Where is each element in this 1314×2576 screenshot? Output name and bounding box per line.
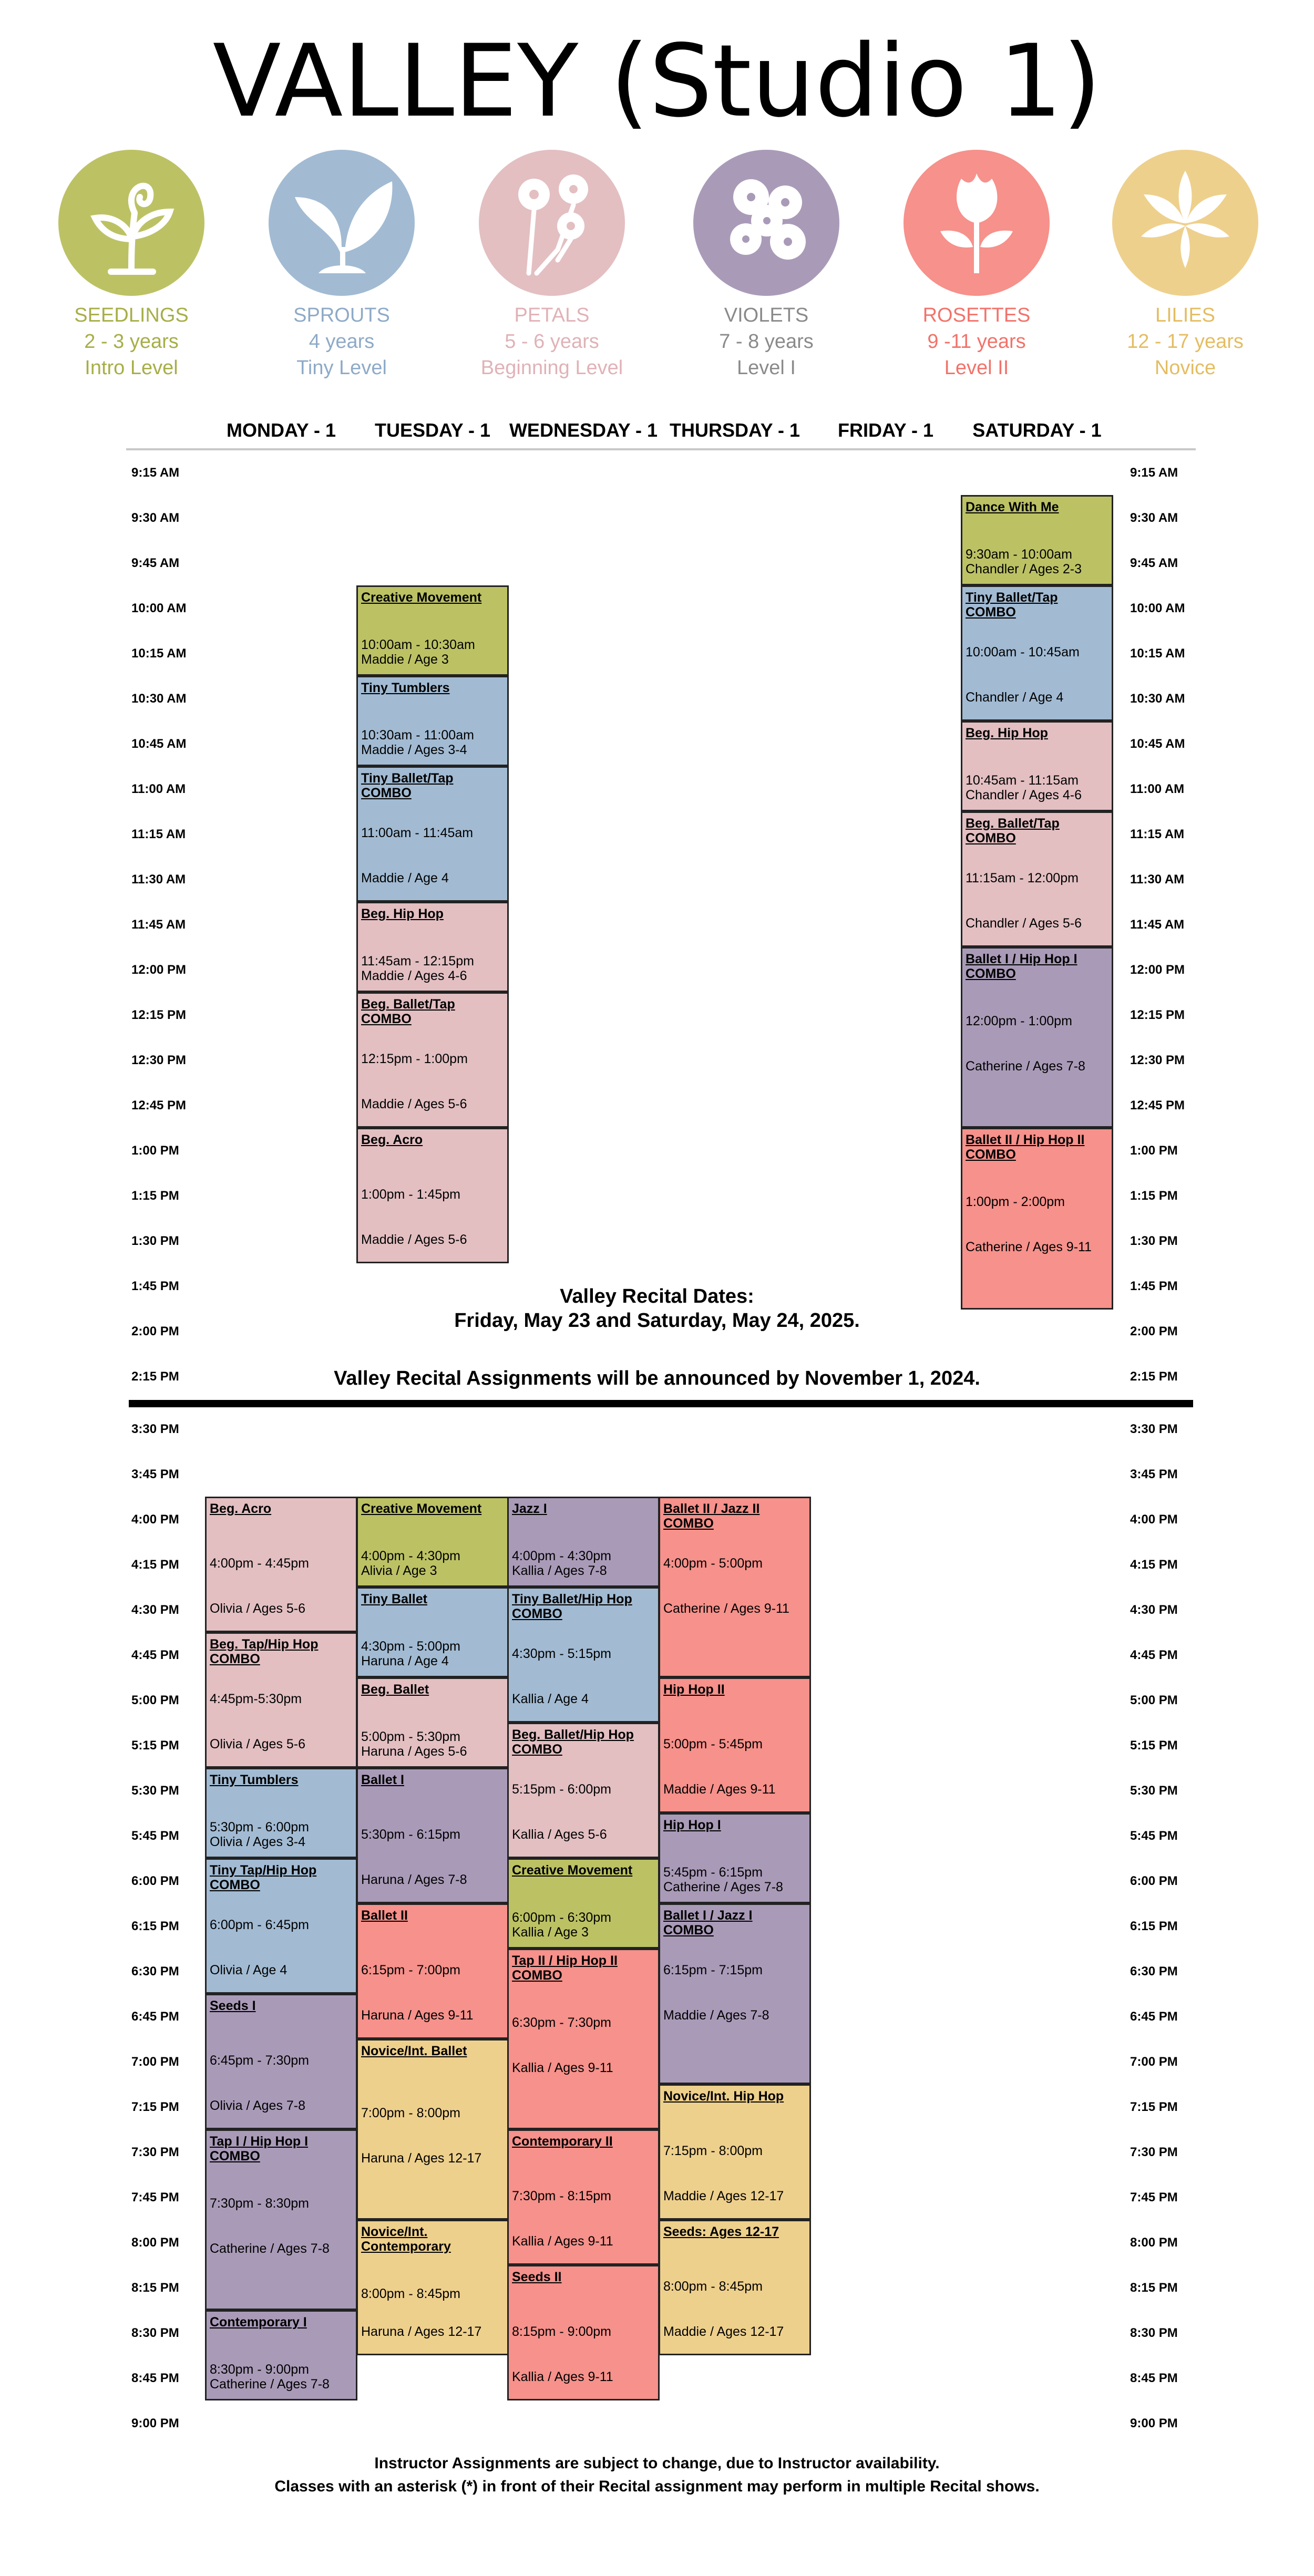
level-seedlings: [53, 150, 210, 381]
time-label: 1:00 PM: [131, 1143, 179, 1158]
day-header-wednesday: WEDNESDAY - 1: [509, 419, 658, 441]
class-instructor: Kallia / Age 4: [512, 1692, 589, 1706]
level-label: Novice: [1154, 357, 1216, 379]
class-block[interactable]: [356, 676, 509, 766]
class-block[interactable]: [507, 2265, 660, 2400]
class-instructor: Kallia / Ages 9-11: [512, 2369, 613, 2384]
time-label: 6:15 PM: [131, 1919, 179, 1933]
class-block[interactable]: [961, 495, 1113, 585]
class-block[interactable]: [961, 811, 1113, 947]
class-instructor: Maddie / Ages 12-17: [663, 2324, 784, 2339]
time-label: 1:15 PM: [131, 1189, 179, 1203]
time-label: 11:15 AM: [131, 827, 186, 841]
level-ages: 5 - 6 years: [505, 331, 599, 353]
class-instructor: Chandler / Ages 4-6: [966, 788, 1082, 802]
class-time: 4:00pm - 4:30pm: [361, 1549, 460, 1563]
class-name: Beg. Hip Hop: [966, 726, 1048, 740]
class-block[interactable]: [659, 1497, 811, 1677]
class-name: Tiny Tumblers: [361, 681, 450, 695]
time-label: 7:30 PM: [1130, 2145, 1178, 2159]
time-label: 6:00 PM: [1130, 1874, 1178, 1888]
level-label: Intro Level: [85, 357, 178, 379]
time-label: 5:45 PM: [131, 1829, 179, 1843]
class-name: Novice/Int. Hip Hop: [663, 2089, 784, 2104]
class-name: Tap I / Hip Hop I COMBO: [210, 2134, 309, 2163]
class-name: Ballet II / Jazz II COMBO: [663, 1501, 760, 1531]
level-ages: 7 - 8 years: [719, 331, 814, 353]
day-header-monday: MONDAY - 1: [226, 419, 336, 441]
time-label: 3:30 PM: [1130, 1422, 1178, 1436]
time-label: 5:30 PM: [1130, 1784, 1178, 1798]
time-label: 4:00 PM: [131, 1512, 179, 1527]
class-block[interactable]: [356, 902, 509, 992]
class-block[interactable]: [205, 1858, 357, 1994]
class-block[interactable]: [507, 1497, 660, 1587]
time-label: 1:30 PM: [131, 1234, 179, 1248]
level-label: Level II: [944, 357, 1009, 379]
class-name: Seeds I: [210, 1998, 256, 2013]
class-time: 4:00pm - 4:45pm: [210, 1556, 309, 1571]
class-instructor: Olivia / Ages 5-6: [210, 1601, 306, 1616]
level-name: SPROUTS: [293, 304, 390, 326]
class-name: Beg. Ballet/Tap COMBO: [361, 997, 455, 1026]
class-name: Novice/Int. Ballet: [361, 2044, 467, 2058]
class-block[interactable]: [961, 1128, 1113, 1310]
time-label: 8:00 PM: [131, 2235, 179, 2250]
time-label: 9:15 AM: [131, 466, 180, 480]
time-label: 1:45 PM: [131, 1279, 179, 1293]
time-label: 2:00 PM: [131, 1324, 179, 1338]
header-divider: [126, 448, 1196, 450]
time-label: 9:30 AM: [1130, 511, 1178, 525]
time-label: 6:45 PM: [131, 2010, 179, 2024]
time-label: 2:00 PM: [1130, 1324, 1178, 1338]
class-block[interactable]: [205, 1497, 357, 1632]
time-label: 11:15 AM: [1130, 827, 1185, 841]
class-instructor: Haruna / Ages 12-17: [361, 2151, 482, 2166]
time-label: 7:00 PM: [131, 2055, 179, 2069]
class-instructor: Catherine / Ages 7-8: [663, 1880, 783, 1894]
class-time: 6:00pm - 6:30pm: [512, 1910, 611, 1925]
class-instructor: Catherine / Ages 7-8: [210, 2241, 330, 2256]
level-label: Level I: [737, 357, 796, 379]
class-block[interactable]: [659, 2220, 811, 2355]
level-lilies: [1106, 150, 1264, 381]
class-instructor: Maddie / Ages 5-6: [361, 1232, 467, 1247]
level-name: SEEDLINGS: [74, 304, 189, 326]
level-ages: 12 - 17 years: [1127, 331, 1244, 353]
class-time: 11:00am - 11:45am: [361, 826, 474, 840]
class-time: 11:45am - 12:15pm: [361, 954, 474, 968]
class-block[interactable]: [507, 2129, 660, 2265]
level-violets: [687, 150, 845, 381]
class-instructor: Olivia / Ages 3-4: [210, 1835, 306, 1849]
level-name: LILIES: [1155, 304, 1216, 326]
time-label: 9:45 AM: [131, 556, 180, 570]
class-block[interactable]: [659, 1677, 811, 1813]
time-label: 9:00 PM: [1130, 2416, 1178, 2430]
class-name: Seeds II: [512, 2270, 562, 2284]
class-time: 4:30pm - 5:00pm: [361, 1639, 460, 1654]
class-time: 5:00pm - 5:30pm: [361, 1729, 460, 1744]
level-ages: 4 years: [309, 331, 375, 353]
time-label: 12:30 PM: [131, 1053, 187, 1067]
class-instructor: Maddie / Ages 12-17: [663, 2189, 784, 2203]
time-label: 1:30 PM: [1130, 1234, 1178, 1248]
class-time: 5:30pm - 6:15pm: [361, 1827, 460, 1842]
level-label: Beginning Level: [480, 357, 623, 379]
class-block[interactable]: [961, 947, 1113, 1128]
time-label: 4:15 PM: [131, 1558, 179, 1572]
class-time: 6:45pm - 7:30pm: [210, 2053, 309, 2068]
class-name: Tiny Ballet/Tap COMBO: [966, 590, 1058, 620]
class-instructor: Alivia / Age 3: [361, 1563, 437, 1578]
time-label: 9:15 AM: [1130, 466, 1178, 480]
class-block[interactable]: [205, 2129, 357, 2310]
time-label: 8:00 PM: [1130, 2235, 1178, 2250]
time-label: 11:45 AM: [1130, 918, 1185, 932]
time-label: 6:30 PM: [1130, 1964, 1178, 1979]
class-name: Beg. Ballet/Tap COMBO: [966, 816, 1060, 846]
class-instructor: Catherine / Ages 7-8: [966, 1059, 1085, 1074]
time-label: 6:45 PM: [1130, 2010, 1178, 2024]
class-time: 10:00am - 10:30am: [361, 637, 475, 652]
class-instructor: Haruna / Ages 12-17: [361, 2324, 482, 2339]
time-label: 7:45 PM: [1130, 2190, 1178, 2204]
class-time: 6:00pm - 6:45pm: [210, 1918, 309, 1932]
class-instructor: Catherine / Ages 9-11: [663, 1601, 789, 1616]
time-label: 12:30 PM: [1130, 1053, 1185, 1067]
class-instructor: Maddie / Ages 9-11: [663, 1782, 776, 1797]
day-header-tuesday: TUESDAY - 1: [374, 419, 491, 441]
leaves-icon: [269, 150, 415, 296]
class-block[interactable]: [356, 585, 509, 676]
class-block[interactable]: [205, 1768, 357, 1858]
class-name: Beg. Ballet/Hip Hop COMBO: [512, 1727, 634, 1757]
time-label: 2:15 PM: [131, 1369, 179, 1384]
class-block[interactable]: [507, 1858, 660, 1949]
class-name: Contemporary II: [512, 2134, 613, 2149]
time-label: 10:00 AM: [1130, 601, 1185, 615]
class-block[interactable]: [659, 1903, 811, 2084]
class-name: Beg. Acro: [210, 1501, 272, 1516]
class-instructor: Maddie / Age 4: [361, 871, 449, 885]
class-instructor: Haruna / Ages 9-11: [361, 2008, 474, 2023]
class-name: Ballet I / Jazz I COMBO: [663, 1908, 753, 1938]
time-label: 8:45 PM: [1130, 2371, 1178, 2385]
time-label: 5:45 PM: [1130, 1829, 1178, 1843]
time-label: 6:15 PM: [1130, 1919, 1178, 1933]
recital-assignments-note: Valley Recital Assignments will be announced by November 1, 2024.: [334, 1367, 980, 1389]
time-label: 6:00 PM: [131, 1874, 179, 1888]
class-block[interactable]: [507, 1723, 660, 1858]
class-block[interactable]: [356, 2039, 509, 2220]
class-block[interactable]: [356, 2220, 509, 2355]
page-title: VALLEY (Studio 1): [212, 23, 1102, 139]
class-time: 5:00pm - 5:45pm: [663, 1737, 763, 1751]
class-name: Ballet I: [361, 1773, 404, 1787]
time-label: 7:00 PM: [1130, 2055, 1178, 2069]
class-time: 7:15pm - 8:00pm: [663, 2144, 763, 2158]
class-instructor: Maddie / Ages 4-6: [361, 968, 467, 983]
class-time: 9:30am - 10:00am: [966, 547, 1072, 562]
class-time: 11:15am - 12:00pm: [966, 871, 1079, 885]
class-time: 6:15pm - 7:00pm: [361, 1963, 460, 1977]
class-name: Creative Movement: [361, 1501, 482, 1516]
class-block[interactable]: [356, 1587, 509, 1677]
class-name: Tiny Ballet/Tap COMBO: [361, 771, 454, 800]
class-time: 10:00am - 10:45am: [966, 645, 1080, 660]
class-instructor: Maddie / Age 3: [361, 652, 449, 667]
time-label: 10:45 AM: [131, 737, 187, 751]
class-time: 4:00pm - 5:00pm: [663, 1556, 763, 1571]
class-name: Ballet I / Hip Hop I COMBO: [966, 952, 1077, 981]
time-label: 12:15 PM: [1130, 1008, 1185, 1022]
time-label: 9:00 PM: [131, 2416, 179, 2430]
class-time: 4:45pm-5:30pm: [210, 1692, 302, 1706]
class-name: Dance With Me: [966, 500, 1059, 514]
time-label: 8:30 PM: [131, 2326, 179, 2340]
time-label: 12:15 PM: [131, 1008, 187, 1022]
time-label: 5:15 PM: [131, 1738, 179, 1753]
class-block[interactable]: [356, 766, 509, 902]
violets-icon: [693, 150, 839, 296]
footer-note-asterisk: Classes with an asterisk (*) in front of their Recital assignment may perform in multiple Recital shows.: [274, 2478, 1040, 2495]
time-label: 4:45 PM: [1130, 1648, 1178, 1662]
class-name: Creative Movement: [361, 590, 482, 605]
lily-icon: [1112, 150, 1258, 296]
class-name: Tap II / Hip Hop II COMBO: [512, 1953, 618, 1983]
class-time: 8:00pm - 8:45pm: [361, 2286, 460, 2301]
class-name: Tiny Ballet/Hip Hop COMBO: [512, 1592, 632, 1621]
time-label: 11:30 AM: [131, 872, 186, 887]
class-block[interactable]: [659, 1813, 811, 1903]
class-time: 8:00pm - 8:45pm: [663, 2279, 763, 2294]
class-name: Tiny Ballet: [361, 1592, 427, 1606]
class-block[interactable]: [507, 1587, 660, 1723]
class-block[interactable]: [659, 2084, 811, 2220]
class-time: 10:45am - 11:15am: [966, 773, 1079, 788]
time-label: 1:00 PM: [1130, 1143, 1178, 1158]
class-instructor: Kallia / Ages 9-11: [512, 2060, 613, 2075]
level-name: ROSETTES: [922, 304, 1031, 326]
time-label: 7:30 PM: [131, 2145, 179, 2159]
class-instructor: Catherine / Ages 9-11: [966, 1240, 1092, 1254]
class-name: Beg. Tap/Hip Hop COMBO: [210, 1637, 319, 1666]
class-instructor: Olivia / Ages 7-8: [210, 2098, 306, 2113]
time-label: 11:45 AM: [131, 918, 186, 932]
day-header-thursday: THURSDAY - 1: [669, 419, 800, 441]
level-name: VIOLETS: [724, 304, 809, 326]
class-block[interactable]: [356, 1497, 509, 1587]
time-label: 9:45 AM: [1130, 556, 1178, 570]
class-instructor: Haruna / Age 4: [361, 1654, 449, 1668]
time-label: 4:45 PM: [131, 1648, 179, 1662]
class-time: 7:30pm - 8:15pm: [512, 2189, 611, 2203]
class-name: Beg. Hip Hop: [361, 906, 444, 921]
class-instructor: Maddie / Ages 3-4: [361, 743, 467, 757]
time-label: 4:30 PM: [131, 1603, 179, 1617]
level-sprouts: [263, 150, 420, 381]
class-time: 1:00pm - 1:45pm: [361, 1187, 460, 1202]
recital-dates: Friday, May 23 and Saturday, May 24, 2025.: [454, 1310, 860, 1332]
class-instructor: Maddie / Ages 5-6: [361, 1097, 467, 1111]
day-header-saturday: SATURDAY - 1: [972, 419, 1102, 441]
class-name: Ballet II / Hip Hop II COMBO: [966, 1132, 1085, 1162]
time-label: 9:30 AM: [131, 511, 180, 525]
time-label: 10:00 AM: [131, 601, 187, 615]
time-label: 3:30 PM: [131, 1422, 179, 1436]
time-label: 7:45 PM: [131, 2190, 179, 2204]
class-block[interactable]: [356, 1677, 509, 1768]
time-label: 10:15 AM: [1130, 646, 1185, 661]
time-label: 8:15 PM: [1130, 2281, 1178, 2295]
class-time: 12:15pm - 1:00pm: [361, 1052, 468, 1066]
time-label: 5:30 PM: [131, 1784, 179, 1798]
time-label: 2:15 PM: [1130, 1369, 1178, 1384]
time-label: 12:00 PM: [1130, 963, 1185, 977]
level-rosettes: [898, 150, 1055, 381]
class-name: Ballet II: [361, 1908, 408, 1923]
class-name: Seeds: Ages 12-17: [663, 2224, 779, 2239]
time-label: 3:45 PM: [1130, 1467, 1178, 1481]
class-time: 4:00pm - 4:30pm: [512, 1549, 611, 1563]
class-time: 10:30am - 11:00am: [361, 728, 474, 743]
time-label: 5:00 PM: [1130, 1693, 1178, 1707]
time-label: 1:45 PM: [1130, 1279, 1178, 1293]
class-name: Jazz I: [512, 1501, 547, 1516]
time-label: 7:15 PM: [1130, 2100, 1178, 2114]
blossoms-icon: [479, 150, 625, 296]
class-instructor: Chandler / Ages 5-6: [966, 916, 1082, 931]
class-time: 5:30pm - 6:00pm: [210, 1820, 309, 1835]
class-instructor: Catherine / Ages 7-8: [210, 2377, 330, 2392]
class-name: Tiny Tumblers: [210, 1773, 299, 1787]
day-header-friday: FRIDAY - 1: [837, 419, 934, 441]
class-name: Hip Hop I: [663, 1818, 721, 1832]
time-label: 6:30 PM: [131, 1964, 179, 1979]
class-instructor: Olivia / Ages 5-6: [210, 1737, 306, 1751]
class-time: 5:15pm - 6:00pm: [512, 1782, 611, 1797]
level-label: Tiny Level: [296, 357, 387, 379]
class-instructor: Chandler / Ages 2-3: [966, 562, 1082, 576]
class-block[interactable]: [961, 721, 1113, 811]
class-instructor: Kallia / Ages 7-8: [512, 1563, 607, 1578]
class-block[interactable]: [356, 1128, 509, 1263]
class-name: Tiny Tap/Hip Hop COMBO: [210, 1863, 317, 1892]
time-label: 12:45 PM: [131, 1098, 187, 1112]
time-label: 8:30 PM: [1130, 2326, 1178, 2340]
class-name: Contemporary I: [210, 2315, 307, 2330]
class-block[interactable]: [356, 1903, 509, 2039]
class-time: 7:00pm - 8:00pm: [361, 2106, 460, 2120]
class-instructor: Kallia / Ages 9-11: [512, 2234, 613, 2249]
class-time: 5:45pm - 6:15pm: [663, 1865, 763, 1880]
time-label: 8:45 PM: [131, 2371, 179, 2385]
class-block[interactable]: [205, 2310, 357, 2400]
class-name: Beg. Ballet: [361, 1682, 429, 1697]
time-label: 10:30 AM: [131, 692, 187, 706]
level-ages: 2 - 3 years: [84, 331, 179, 353]
class-instructor: Olivia / Age 4: [210, 1963, 288, 1977]
class-instructor: Haruna / Ages 7-8: [361, 1872, 467, 1887]
time-label: 12:00 PM: [131, 963, 187, 977]
class-block[interactable]: [205, 1632, 357, 1768]
class-time: 8:15pm - 9:00pm: [512, 2324, 611, 2339]
time-label: 11:00 AM: [1130, 782, 1185, 796]
time-label: 3:45 PM: [131, 1467, 179, 1481]
time-label: 10:45 AM: [1130, 737, 1185, 751]
time-label: 10:15 AM: [131, 646, 187, 661]
class-instructor: Chandler / Age 4: [966, 690, 1064, 705]
rose-icon: [904, 150, 1050, 296]
section-divider: [129, 1400, 1193, 1407]
class-block[interactable]: [507, 1949, 660, 2129]
class-name: Creative Movement: [512, 1863, 633, 1878]
time-label: 11:30 AM: [1130, 872, 1185, 887]
time-label: 7:15 PM: [131, 2100, 179, 2114]
level-petals: [473, 150, 631, 381]
class-block[interactable]: [356, 992, 509, 1128]
class-time: 6:15pm - 7:15pm: [663, 1963, 763, 1977]
time-label: 5:15 PM: [1130, 1738, 1178, 1753]
class-instructor: Kallia / Age 3: [512, 1925, 589, 1940]
recital-dates-heading: Valley Recital Dates:: [560, 1285, 754, 1307]
class-block[interactable]: [205, 1994, 357, 2129]
time-label: 8:15 PM: [131, 2281, 179, 2295]
class-time: 4:30pm - 5:15pm: [512, 1646, 611, 1661]
class-name: Hip Hop II: [663, 1682, 725, 1697]
class-instructor: Haruna / Ages 5-6: [361, 1744, 467, 1759]
class-instructor: Kallia / Ages 5-6: [512, 1827, 607, 1842]
class-instructor: Maddie / Ages 7-8: [663, 2008, 769, 2023]
level-name: PETALS: [514, 304, 590, 326]
class-time: 8:30pm - 9:00pm: [210, 2362, 309, 2377]
class-time: 6:30pm - 7:30pm: [512, 2015, 611, 2030]
time-label: 11:00 AM: [131, 782, 186, 796]
class-block[interactable]: [961, 585, 1113, 721]
class-time: 1:00pm - 2:00pm: [966, 1194, 1065, 1209]
sprout-icon: [58, 150, 204, 296]
level-ages: 9 -11 years: [927, 331, 1026, 353]
class-time: 12:00pm - 1:00pm: [966, 1014, 1072, 1028]
time-label: 4:30 PM: [1130, 1603, 1178, 1617]
footer-note-instructors: Instructor Assignments are subject to change, due to Instructor availability.: [374, 2455, 940, 2472]
time-label: 10:30 AM: [1130, 692, 1185, 706]
class-name: Novice/Int. Contemporary: [361, 2224, 451, 2254]
class-block[interactable]: [356, 1768, 509, 1903]
class-time: 7:30pm - 8:30pm: [210, 2196, 309, 2211]
class-name: Beg. Acro: [361, 1132, 423, 1147]
time-label: 5:00 PM: [131, 1693, 179, 1707]
time-label: 4:00 PM: [1130, 1512, 1178, 1527]
time-label: 12:45 PM: [1130, 1098, 1185, 1112]
time-label: 1:15 PM: [1130, 1189, 1178, 1203]
time-label: 4:15 PM: [1130, 1558, 1178, 1572]
